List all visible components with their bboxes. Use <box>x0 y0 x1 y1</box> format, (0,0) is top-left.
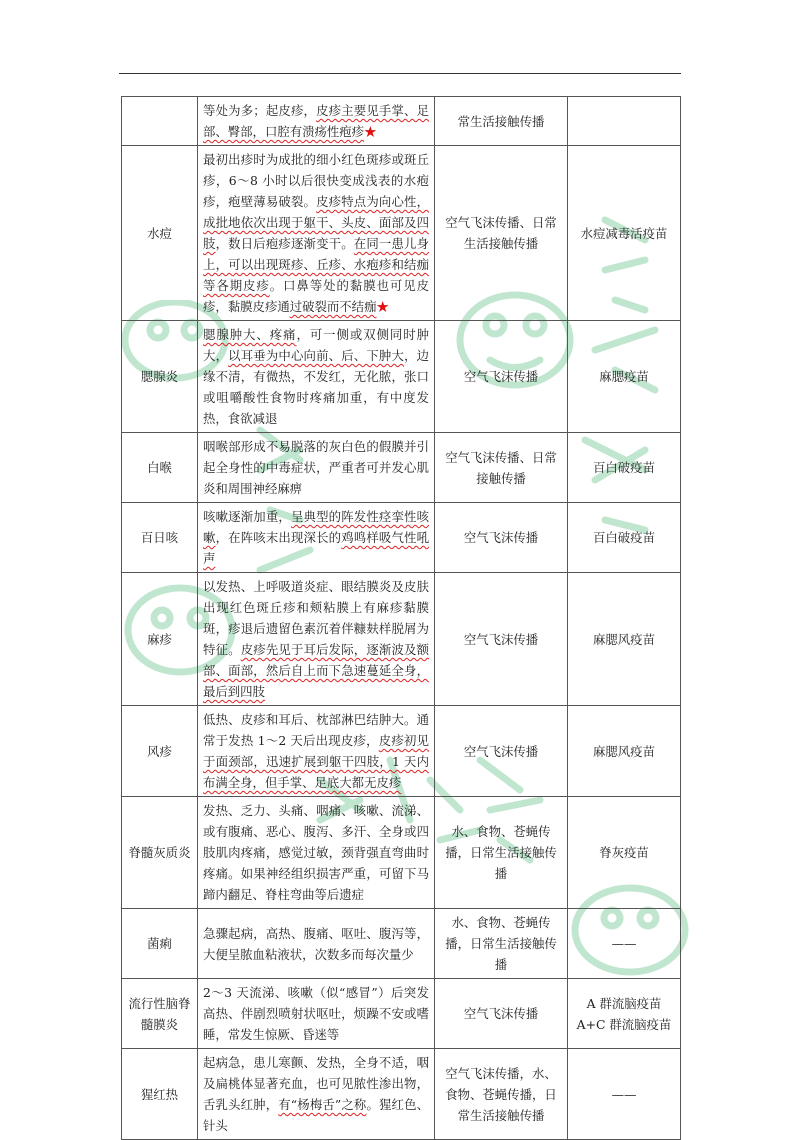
transmission-route-cell <box>435 979 568 1049</box>
symptom-highlight: 呈典型的阵发性痉挛性咳嗽 <box>203 509 430 545</box>
vaccine-name: 麻腮风疫苗 <box>593 743 655 759</box>
symptom-text: ，边缘不清，有微热，不发红，无化脓，张口或咀嚼酸性食物时疼痛加重，有中度发热，食欲减退 <box>203 348 430 426</box>
vaccine-name: A 群流脑疫苗 A+C 群流脑疫苗 <box>576 995 672 1032</box>
disease-name: 风疹 <box>147 743 172 759</box>
symptom-text: 发热、乏力、头痛、咽痛、咳嗽、流涕、或有腹痛、恶心、腹泻、多汗、全身或四肢肌肉疼痛，感觉过敏，颈背强直弯曲时疼痛。如果神经组织损害严重，可留下马蹄内翻足、脊柱弯曲等后遗症 <box>203 803 429 902</box>
vaccine-cell <box>568 503 681 573</box>
disease-name-cell <box>122 146 198 321</box>
symptoms-cell <box>198 1049 435 1140</box>
symptom-highlight: 以耳垂为中心向前、后、下肿大 <box>228 348 405 363</box>
vaccine-cell <box>568 909 681 979</box>
disease-name: 猩红热 <box>140 1086 179 1102</box>
disease-name: 脊髓灰质炎 <box>128 845 191 860</box>
vaccine-cell <box>568 797 681 909</box>
vaccine-name: —— <box>611 936 637 951</box>
transmission-route-cell <box>435 146 568 321</box>
vaccine-name: 麻腮风疫苗 <box>593 631 655 647</box>
transmission-route: 空气飞沫传播 <box>463 530 539 545</box>
symptom-text: 最初出疹时为成批的细小红色斑疹或斑丘疹，6～8 小时以后很快变成浅表的水疱疹，疱壁薄易破裂。 <box>203 152 429 209</box>
table-row <box>122 433 681 503</box>
disease-name-cell <box>122 909 198 979</box>
table-row <box>122 97 681 146</box>
table-row <box>122 979 681 1049</box>
transmission-route: 水、食物、苍蝇传播，日常生活接触传播 <box>445 824 557 881</box>
star-icon: ★ <box>376 299 389 314</box>
vaccine-name: —— <box>611 1086 637 1102</box>
disease-name: 流行性脑脊髓膜炎 <box>128 995 191 1032</box>
symptom-text: 咳嗽逐渐加重， <box>203 509 291 524</box>
disease-name: 白喉 <box>147 460 172 475</box>
symptoms-cell <box>198 97 435 146</box>
symptom-highlight: 鸡鸣样吸气性吼声 <box>203 530 430 566</box>
symptom-highlight: 皮疹主要见手掌、足部、臀部，口腔有溃疡性疱疹 <box>203 103 430 139</box>
transmission-route-cell <box>435 706 568 797</box>
symptoms-cell <box>198 321 435 433</box>
symptom-text: ，在阵咳末出现深长的 <box>215 530 342 545</box>
symptom-highlight: 皮疹特点为向心性，成批地依次出现于躯干、头皮、面部及四肢 <box>203 194 430 251</box>
transmission-route: 水、食物、苍蝇传播，日常生活接触传播 <box>445 915 557 972</box>
symptom-highlight: 有“杨梅舌”之称 <box>278 1097 367 1112</box>
transmission-route-cell <box>435 573 568 706</box>
table-row <box>122 706 681 797</box>
symptom-text: ，数日后疱疹逐渐变干。 <box>215 236 354 251</box>
vaccine-name: 脊灰疫苗 <box>599 845 649 860</box>
vaccine-name: 百白破疫苗 <box>593 530 655 545</box>
table-row <box>122 146 681 321</box>
vaccine-name: 百白破疫苗 <box>593 460 655 475</box>
vaccine-cell <box>568 146 681 321</box>
disease-name-cell <box>122 706 198 797</box>
disease-name-cell <box>122 1049 198 1140</box>
symptoms-cell <box>198 909 435 979</box>
table-row <box>122 909 681 979</box>
disease-name-cell <box>122 797 198 909</box>
symptoms-cell <box>198 979 435 1049</box>
transmission-route-cell <box>435 433 568 503</box>
vaccine-cell <box>568 573 681 706</box>
transmission-route: 空气飞沫传播，水、食物、苍蝇传播，日常生活接触传播 <box>445 1065 557 1123</box>
disease-name: 百日咳 <box>140 530 179 545</box>
disease-name-cell <box>122 433 198 503</box>
symptom-text: 低热、皮疹和耳后、枕部淋巴结肿大。通常于发热 1～2 天后出现皮疹， <box>203 712 429 748</box>
symptom-text: 以发热、上呼吸道炎症、眼结膜炎及皮肤出现红色斑丘疹和颊粘膜上有麻疹黏膜斑，疹退后遗留色素沉着伴糠麸样脱屑为特征。 <box>203 579 429 657</box>
disease-name-cell <box>122 573 198 706</box>
symptom-highlight: 过破裂而不结痂 <box>289 299 377 314</box>
transmission-route: 空气飞沫传播、日常接触传播 <box>445 449 557 486</box>
table-row <box>122 321 681 433</box>
symptom-highlight: 皮疹初见于面颈部，迅速扩展到躯干四肢，1 天内布满全身，但手掌、足底大都无皮疹 <box>203 733 429 790</box>
header-rule <box>119 73 681 74</box>
disease-name-cell <box>122 979 198 1049</box>
disease-name: 腮腺炎 <box>140 369 179 384</box>
transmission-route-cell <box>435 797 568 909</box>
disease-name: 麻疹 <box>147 631 172 647</box>
table-row <box>122 797 681 909</box>
transmission-route: 常生活接触传播 <box>457 113 545 129</box>
transmission-route-cell <box>435 909 568 979</box>
symptom-text: ，可一侧或双侧同时肿大， <box>203 327 430 363</box>
transmission-route-cell <box>435 1049 568 1140</box>
symptom-text: 咽喉部形成不易脱落的灰白色的假膜并引起全身性的中毒症状，严重者可并发心肌炎和周围神经麻痹 <box>203 439 429 496</box>
vaccine-cell <box>568 979 681 1049</box>
transmission-route: 空气飞沫传播 <box>463 1006 539 1021</box>
disease-table <box>121 96 681 1140</box>
vaccine-name: 水痘减毒活疫苗 <box>580 225 668 241</box>
symptom-text: 急骤起病，高热、腹痛、呕吐、腹泻等，大便呈脓血粘液状，次数多而每次量少 <box>203 925 429 962</box>
table-row <box>122 503 681 573</box>
disease-name: 菌痢 <box>147 936 172 951</box>
symptoms-cell <box>198 146 435 321</box>
symptoms-cell <box>198 503 435 573</box>
symptom-highlight: 在同一患儿身上，可以出现斑疹、丘疹、水疱疹和结痂等各期皮疹 <box>203 236 430 293</box>
disease-name-cell <box>122 321 198 433</box>
symptom-highlight: 腮腺肿大、疼痛 <box>203 327 297 342</box>
transmission-route: 空气飞沫传播 <box>463 369 539 384</box>
vaccine-cell <box>568 433 681 503</box>
disease-name-cell <box>122 97 198 146</box>
transmission-route: 空气飞沫传播 <box>463 743 539 759</box>
symptoms-cell <box>198 433 435 503</box>
transmission-route: 空气飞沫传播、日常生活接触传播 <box>445 215 557 251</box>
table-row <box>122 1049 681 1140</box>
disease-name-cell <box>122 503 198 573</box>
symptom-text: 起病急，患儿寒颤、发热，全身不适，咽及扁桃体显著充血，也可见脓性渗出物，舌乳头红肿， <box>203 1055 429 1112</box>
symptom-text: 。猩红色、针头 <box>203 1097 430 1133</box>
symptom-text: 。口鼻等处的黏膜也可见皮疹，黏膜皮疹通 <box>203 278 430 314</box>
symptoms-cell <box>198 706 435 797</box>
star-icon: ★ <box>364 124 377 139</box>
vaccine-cell <box>568 321 681 433</box>
vaccine-cell <box>568 1049 681 1140</box>
symptoms-cell <box>198 797 435 909</box>
table-row <box>122 573 681 706</box>
transmission-route: 空气飞沫传播 <box>463 631 539 647</box>
symptoms-cell <box>198 573 435 706</box>
disease-name: 水痘 <box>147 225 172 241</box>
symptom-text: 2～3 天流涕、咳嗽（似“感冒”）后突发高热、伴剧烈喷射状呕吐，烦躁不安或嗜睡，常发生惊厥、昏迷等 <box>203 985 429 1042</box>
vaccine-name: 麻腮疫苗 <box>599 369 649 384</box>
vaccine-cell <box>568 97 681 146</box>
transmission-route-cell <box>435 97 568 146</box>
symptom-highlight: 皮疹先见于耳后发际，逐渐波及额部、面部，然后自上而下急速蔓延全身，最后到四肢 <box>203 642 430 699</box>
symptom-text: 等处为多；起皮疹， <box>203 103 317 118</box>
vaccine-cell <box>568 706 681 797</box>
transmission-route-cell <box>435 503 568 573</box>
transmission-route-cell <box>435 321 568 433</box>
